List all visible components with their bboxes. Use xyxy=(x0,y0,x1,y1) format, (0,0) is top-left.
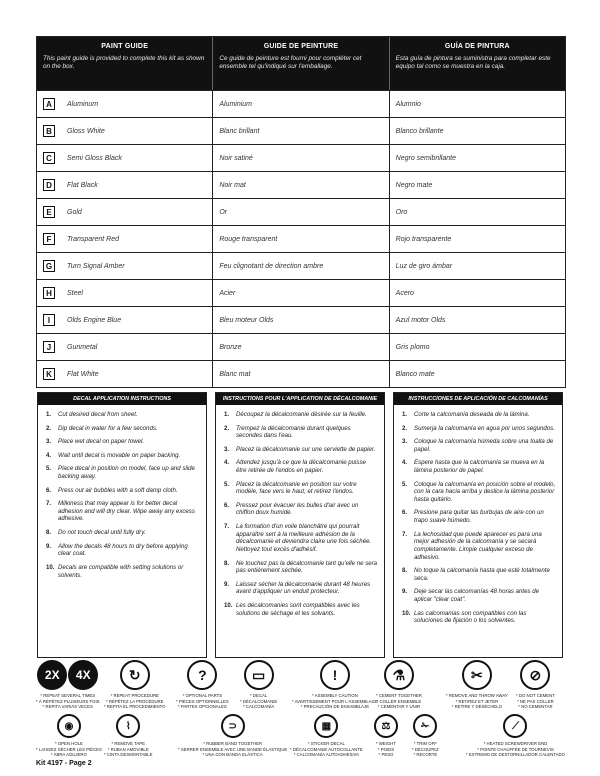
paint-row xyxy=(37,171,565,198)
rubber-band-together-icon: ⊃ xyxy=(221,714,245,738)
paint-cell-es xyxy=(390,280,565,306)
icon-caption-line: * DÉCALCOMANIE AUTOCOLLANTE xyxy=(290,746,363,752)
paint-cell-fr xyxy=(213,118,389,144)
step-number: 7. xyxy=(402,530,408,538)
icon-caption-line: * AVERTISSEMENT POUR L'ASSEMBLAGE xyxy=(292,698,378,704)
decal-instructions-title-es: INSTRUCCIONES DE APLICACIÓN DE CALCOMANÍAS xyxy=(394,393,562,405)
step-text: Coloque la calcomanía en posición sobre el modelo, con la cara hacia arriba y deslice la lámina posterior hasta quitarlo. xyxy=(414,480,556,503)
step-text: Allow the decals 48 hours to dry before applying clear coat. xyxy=(58,542,188,558)
paint-cell-en xyxy=(37,91,213,117)
icon-caption-line: * PIÈCES OPTIONNELLES xyxy=(176,698,229,704)
paint-letter: B xyxy=(43,125,55,137)
icon-caption-line: * DÉCALCOMANIE xyxy=(240,698,278,704)
icon-legend-item xyxy=(374,714,398,758)
paint-cell-fr xyxy=(213,199,389,225)
paint-row xyxy=(37,198,565,225)
paint-row xyxy=(37,225,565,252)
icon-caption-line: * PRECAUCIÓN DE ENSAMBLAJE xyxy=(300,704,370,710)
paint-cell-en xyxy=(37,226,213,252)
paint-row xyxy=(37,306,565,333)
paint-guide-header-fr xyxy=(213,37,389,90)
icon-caption-line: * REPEAT PROCEDURE xyxy=(110,693,159,698)
paint-name-fr: Acier xyxy=(219,289,236,297)
step-text: La lechosidad que puede aparecer es para una mejor adhesión de la calcomanía y se secará completamente. Limpie cualquier exceso de adhesivo. xyxy=(414,530,542,561)
assembly-caution-icon: ! xyxy=(320,660,350,690)
icon-caption-line: * DO NOT CEMENT xyxy=(516,693,555,698)
repeat-times-icon: 4X xyxy=(68,660,98,690)
step-number: 7. xyxy=(224,523,230,531)
remove-throw-away-icon: ✂ xyxy=(462,660,492,690)
decal-step xyxy=(46,564,200,579)
step-number: 5. xyxy=(402,480,408,488)
decal-step xyxy=(46,487,200,495)
paint-name-es: Luz de giro ámbar xyxy=(395,262,453,270)
paint-name-es: Gris plomo xyxy=(395,343,430,351)
paint-name-fr: Blanc brillant xyxy=(219,127,260,135)
paint-row xyxy=(37,144,565,171)
decal-step xyxy=(224,581,378,596)
step-text: Corte la calcomanía deseada de la lámina. xyxy=(414,411,530,418)
trim-off-icon: ✁ xyxy=(413,714,437,738)
icon-caption xyxy=(516,693,555,710)
step-number: 5. xyxy=(224,480,230,488)
paint-letter: J xyxy=(43,341,55,353)
decal-step xyxy=(46,425,200,433)
step-text: Decals are compatible with setting solutions or solvents. xyxy=(58,563,184,579)
icon-caption xyxy=(376,741,396,758)
paint-cell-en xyxy=(37,280,213,306)
step-text: Découpez la décalcomanie désirée sur la feuille. xyxy=(236,411,367,418)
step-number: 7. xyxy=(46,500,52,508)
icon-caption-line: * COLLER ENSEMBLE xyxy=(376,698,422,704)
icon-caption-line: * TRIM OFF xyxy=(413,741,437,746)
step-text: Ne touchez pas la décalcomanie tant qu'elle ne sera pas entièrement séchée. xyxy=(236,559,378,575)
icon-legend-item xyxy=(412,714,439,758)
step-number: 2. xyxy=(402,424,408,432)
icon-caption-line: * REMOVE AND THROW AWAY xyxy=(446,693,508,698)
step-number: 9. xyxy=(224,580,230,588)
step-text: Wait until decal is movable on paper backing. xyxy=(58,451,181,459)
icon-caption-line: * STICKER DECAL xyxy=(307,741,345,746)
step-text: Press out air bubbles with a soft damp cloth. xyxy=(58,486,178,494)
paint-cell-en xyxy=(37,145,213,171)
step-text: Espere hasta que la calcomanía se mueva en la lámina posterior de papel. xyxy=(414,459,545,475)
paint-letter: C xyxy=(43,152,55,164)
cement-together-icon: ⚗ xyxy=(384,660,414,690)
icon-caption xyxy=(290,741,363,758)
icon-legend-item xyxy=(516,660,555,710)
decal-step xyxy=(224,502,378,517)
paint-name-es: Negro mate xyxy=(395,181,433,189)
paint-row xyxy=(37,360,565,387)
repeat-times-icon: 2X xyxy=(37,660,67,690)
paint-name-fr: Noir mat xyxy=(219,181,246,189)
paint-name-en: Gold xyxy=(67,208,82,216)
step-text: Cut desired decal from sheet. xyxy=(58,411,138,418)
decal-steps-fr xyxy=(216,405,384,617)
icon-caption-line: * À RÉPÉTEZ PLUSIEURS FOIS xyxy=(36,698,100,704)
step-text: Presione para quitar las burbujas de aire con un trapo suave húmedo. xyxy=(414,509,544,525)
icon-caption-line: * DÉCOUPEZ xyxy=(412,746,439,752)
paint-name-fr: Noir satiné xyxy=(219,154,253,162)
decal-instructions-fr xyxy=(215,392,385,658)
icon-caption-line: * OPEN HOLE xyxy=(54,741,83,746)
paint-guide-header-es xyxy=(390,37,565,90)
paint-cell-fr xyxy=(213,226,389,252)
icon-caption-line: * RETIRE Y DESÉCHELO xyxy=(451,704,503,710)
paint-cell-es xyxy=(390,307,565,333)
step-text: Place wet decal on paper towel. xyxy=(58,438,145,446)
icon-legend-item xyxy=(36,660,100,710)
decal-step xyxy=(402,610,556,625)
icon-caption xyxy=(466,741,565,758)
paint-cell-en xyxy=(37,334,213,360)
icon-caption-line: * OPTIONAL PARTS xyxy=(182,693,223,698)
icon-caption-line: * PARTES OPCIONALES xyxy=(177,704,227,710)
paint-letter: F xyxy=(43,233,55,245)
icon-caption-line: * RÉPÉTEZ LA PROCÉDURE xyxy=(105,698,164,704)
paint-cell-es xyxy=(390,226,565,252)
decal-step xyxy=(224,523,378,553)
decal-step xyxy=(224,602,378,617)
decal-step xyxy=(224,481,378,496)
paint-cell-en xyxy=(37,172,213,198)
icon-caption-line: * REMOVE TAPE xyxy=(111,741,146,746)
icon-caption xyxy=(176,693,229,710)
paint-cell-es xyxy=(390,361,565,387)
decal-step xyxy=(402,459,556,474)
decal-step xyxy=(402,425,556,433)
paint-name-es: Rojo transparente xyxy=(395,235,452,243)
step-number: 8. xyxy=(224,559,230,567)
paint-cell-fr xyxy=(213,361,389,387)
step-text: Pressez pour évacuer les bulles d'air avec un chiffon doux humide. xyxy=(236,501,359,517)
step-text: Attendez jusqu'à ce que la décalcomanie puisse être retirée de l'endos en papier. xyxy=(236,459,366,475)
paint-row xyxy=(37,90,565,117)
paint-name-es: Alumnio xyxy=(395,100,421,108)
paint-guide-header xyxy=(37,37,565,90)
step-number: 10. xyxy=(402,609,411,617)
step-text: Do not touch decal until fully dry. xyxy=(58,529,146,537)
step-text: Milkiness that may appear is for better decal adhesion and will dry clear. Wipe away any excess adhesive. xyxy=(58,500,195,523)
paint-cell-en xyxy=(37,253,213,279)
step-number: 1. xyxy=(224,411,230,418)
page-footer: Kit 4197 - Page 2 xyxy=(36,760,92,767)
paint-name-fr: Bronze xyxy=(219,343,242,351)
step-number: 2. xyxy=(224,424,230,432)
decal-step xyxy=(224,459,378,474)
paint-guide-desc-en: This paint guide is provided to complete this kit as shown on the box. xyxy=(43,55,205,71)
decal-step xyxy=(46,529,200,537)
icon-caption-line: * ASSEMBLY CAUTION xyxy=(311,693,358,698)
heated-screwdriver-icon: ⟋ xyxy=(503,714,527,738)
decal-step xyxy=(224,560,378,575)
decal-step xyxy=(46,543,200,558)
icon-caption xyxy=(292,693,378,710)
paint-cell-es xyxy=(390,334,565,360)
icon-caption-line: * CALCOMANÍA xyxy=(242,704,275,710)
paint-cell-es xyxy=(390,118,565,144)
paint-name-en: Transparent Red xyxy=(67,235,120,243)
icon-legend-item xyxy=(446,660,508,710)
remove-tape-icon: ⌇ xyxy=(116,714,140,738)
paint-guide-desc-fr: Ce guide de peinture est fourni pour compléter cet ensemble tel qu'indiqué sur l'emballage. xyxy=(219,55,362,71)
icon-caption-line: * NO CEMENTAR xyxy=(518,704,553,710)
decal-instructions-en xyxy=(37,392,207,658)
paint-guide-header-en xyxy=(37,37,213,90)
icon-legend-item xyxy=(36,714,102,758)
decal-step xyxy=(402,481,556,504)
icon-legend-item xyxy=(290,714,363,758)
decal-instructions-title-fr: INSTRUCTIONS POUR L'APPLICATION DE DÉCALCOMANIE xyxy=(216,393,384,405)
paint-letter: D xyxy=(43,179,55,191)
icon-caption xyxy=(104,741,153,758)
step-text: Las calcomanías son compatibles con las soluciones de fijación o los solventes. xyxy=(414,609,527,625)
icon-caption-line: * REPEAT SEVERAL TIMES xyxy=(40,693,96,698)
paint-name-fr: Or xyxy=(219,208,228,216)
step-number: 1. xyxy=(402,411,408,418)
paint-cell-es xyxy=(390,172,565,198)
paint-cell-en xyxy=(37,361,213,387)
step-number: 6. xyxy=(46,486,52,494)
step-text: La formation d'un voile blanchâtre qui pourrait apparaître sert à la meilleure adhésion de la décalcomanie et deviendra claire une fois séchée. Nettoyez tout excès d'adhésif. xyxy=(236,523,372,553)
step-text: Sumerja la calcomanía en agua por unos segundos. xyxy=(414,424,555,432)
step-number: 1. xyxy=(46,411,52,418)
paint-name-en: Gunmetal xyxy=(67,343,98,351)
icon-caption xyxy=(178,741,287,758)
icon-caption-line: * POINTE CHAUFFÉE DE TOURNEVIS xyxy=(477,746,554,752)
decal-instructions-es xyxy=(393,392,563,658)
paint-name-en: Flat White xyxy=(67,370,99,378)
paint-name-es: Negro semibrillante xyxy=(395,154,456,162)
decal-step xyxy=(46,411,200,419)
paint-guide-table xyxy=(36,36,566,388)
paint-letter: A xyxy=(43,98,55,110)
icon-caption-line: * REPITA VARIAS VECES xyxy=(42,704,93,710)
paint-name-en: Flat Black xyxy=(67,181,98,189)
decal-step xyxy=(46,500,200,523)
icon-caption-line: * HEATED SCREWDRIVER END xyxy=(483,741,548,746)
decal-step xyxy=(402,438,556,453)
paint-name-es: Azul motor Olds xyxy=(395,316,446,324)
paint-letter: K xyxy=(43,368,55,380)
paint-name-es: Oro xyxy=(395,208,408,216)
step-number: 4. xyxy=(46,451,52,459)
step-number: 6. xyxy=(402,509,408,517)
decal-step xyxy=(402,567,556,582)
icon-legend-item xyxy=(104,714,153,758)
paint-name-en: Turn Signal Amber xyxy=(67,262,125,270)
step-text: Placez la décalcomanie en position sur votre modèle, face vers le haut, et retirez l'endos. xyxy=(236,480,357,496)
paint-row xyxy=(37,333,565,360)
decal-icon: ▭ xyxy=(244,660,274,690)
icon-caption-line: * ABRA AGUJERO xyxy=(51,752,87,758)
paint-guide-title-en: PAINT GUIDE xyxy=(101,43,149,50)
step-text: Trempez la décalcomanie durant quelques secondes dans l'eau. xyxy=(236,424,351,440)
paint-cell-es xyxy=(390,253,565,279)
paint-cell-fr xyxy=(213,91,389,117)
decal-step xyxy=(224,446,378,454)
sticker-decal-icon: ▦ xyxy=(314,714,338,738)
paint-cell-fr xyxy=(213,307,389,333)
paint-letter: G xyxy=(43,260,55,272)
step-text: Dip decal in water for a few seconds. xyxy=(58,424,158,432)
step-text: Coloque la calcomanía húmeda sobre una toalla de papel. xyxy=(414,438,554,453)
icon-caption xyxy=(446,693,508,710)
paint-name-fr: Feu clignotant de direction ambre xyxy=(219,262,324,270)
icon-caption-line: * CEMENT TOGETHER xyxy=(376,693,422,698)
icon-legend-item xyxy=(104,660,166,710)
paint-name-en: Olds Engine Blue xyxy=(67,316,122,324)
decal-step xyxy=(402,509,556,524)
paint-row xyxy=(37,117,565,144)
decal-step xyxy=(46,465,200,480)
icon-caption-line: * NE PAS COLLER xyxy=(517,698,554,704)
paint-cell-fr xyxy=(213,172,389,198)
paint-cell-en xyxy=(37,118,213,144)
icon-caption xyxy=(240,693,277,710)
decal-step xyxy=(402,531,556,561)
do-not-cement-icon: ⊘ xyxy=(520,660,550,690)
step-text: Les décalcomanies sont compatibles avec les solutions de séchage et les solvants. xyxy=(236,601,360,617)
icon-caption xyxy=(412,741,439,758)
decal-step xyxy=(224,425,378,440)
icon-legend-item xyxy=(176,660,229,710)
paint-cell-es xyxy=(390,145,565,171)
decal-steps-es xyxy=(394,405,562,625)
paint-name-es: Acero xyxy=(395,289,414,297)
paint-guide-desc-es: Esta guía de pintura se suministra para completar este equipo tal como se muestra en la caja. xyxy=(395,55,551,71)
decal-step xyxy=(46,452,200,460)
icon-caption-line: * RETIREZ ET JETER xyxy=(455,698,499,704)
paint-name-es: Blanco brillante xyxy=(395,127,444,135)
icon-legend-item xyxy=(376,660,422,710)
step-text: Laissez sécher la décalcomanie durant 48 heures avant d'appliquer un enduit protecteur. xyxy=(236,580,371,596)
paint-name-en: Steel xyxy=(67,289,83,297)
paint-cell-fr xyxy=(213,145,389,171)
icon-legend-item xyxy=(292,660,378,710)
paint-row xyxy=(37,252,565,279)
paint-guide-title-fr: GUIDE DE PEINTURE xyxy=(263,43,339,50)
icon-caption-line: * WEIGHT xyxy=(375,741,397,746)
icon-caption xyxy=(36,693,100,710)
paint-letter: E xyxy=(43,206,55,218)
icon-caption-line: * DECAL xyxy=(250,693,268,698)
decal-instructions-title-en: DECAL APPLICATION INSTRUCTIONS xyxy=(38,393,206,405)
decal-steps-en xyxy=(38,405,206,579)
paint-guide-rows xyxy=(37,90,565,387)
icon-caption xyxy=(376,693,422,710)
icon-caption-line: * RUBAN AMOVIBLE xyxy=(107,746,149,752)
paint-letter: H xyxy=(43,287,55,299)
paint-letter: I xyxy=(43,314,55,326)
icon-caption-line: * PESO xyxy=(378,752,394,758)
paint-cell-es xyxy=(390,199,565,225)
paint-name-es: Blanco mate xyxy=(395,370,435,378)
step-number: 9. xyxy=(46,542,52,550)
paint-row xyxy=(37,279,565,306)
icon-caption-line: * RECORTE xyxy=(413,752,438,758)
decal-step xyxy=(46,438,200,446)
step-number: 4. xyxy=(402,459,408,467)
paint-name-fr: Blanc mat xyxy=(219,370,251,378)
step-text: Place decal in position on model, face up and slide backing away. xyxy=(58,465,195,481)
step-number: 8. xyxy=(46,529,52,537)
decal-step xyxy=(402,411,556,419)
step-number: 2. xyxy=(46,424,52,432)
icon-caption xyxy=(104,693,166,710)
step-number: 3. xyxy=(402,438,408,446)
paint-cell-fr xyxy=(213,253,389,279)
icon-caption xyxy=(36,741,102,758)
decal-step xyxy=(402,588,556,603)
step-number: 3. xyxy=(46,438,52,446)
step-number: 9. xyxy=(402,588,408,596)
step-number: 5. xyxy=(46,465,52,473)
icon-caption-line: * POIDS xyxy=(377,746,395,752)
icon-legend-item xyxy=(466,714,565,758)
icon-caption-line: * LAISSEZ SÉCHER LES PIÈCES xyxy=(36,746,102,752)
open-hole-icon: ◉ xyxy=(57,714,81,738)
paint-name-fr: Bleu moteur Olds xyxy=(219,316,274,324)
icon-caption-line: * EXTREMO DE DESTORNILLADOR CALENTADO xyxy=(466,752,565,758)
icon-caption-line: * CEMENTAR Y UNIR xyxy=(377,704,421,710)
step-number: 10. xyxy=(46,563,55,571)
icon-caption-line: * RUBBER BAND TOGETHER xyxy=(203,741,263,746)
icon-legend-item xyxy=(240,660,277,710)
step-text: Deje secar las calcomanías 48 horas antes de aplicar "clear coat". xyxy=(414,588,539,603)
paint-cell-fr xyxy=(213,334,389,360)
paint-name-en: Semi Gloss Black xyxy=(67,154,122,162)
step-number: 4. xyxy=(224,459,230,467)
paint-cell-fr xyxy=(213,280,389,306)
icon-caption-line: * REPITA EL PROCEDIMIENTO xyxy=(104,704,166,710)
icon-caption-line: * SERRER ENSEMBLE AVEC UNE BANDE ÉLASTIQUE xyxy=(178,746,288,752)
paint-cell-en xyxy=(37,199,213,225)
step-text: No toque la calcomanía hasta que esté totalmente seca. xyxy=(414,567,550,582)
paint-cell-es xyxy=(390,91,565,117)
paint-name-fr: Aluminium xyxy=(219,100,253,108)
icon-caption-line: * CALCOMANÍA AUTOADHESIVA xyxy=(293,752,360,758)
step-text: Placez la décalcomanie sur une serviette de papier. xyxy=(236,445,376,453)
paint-guide-title-es: GUÍA DE PINTURA xyxy=(444,43,510,50)
paint-name-fr: Rouge transparent xyxy=(219,235,278,243)
optional-parts-icon: ? xyxy=(187,660,217,690)
step-number: 8. xyxy=(402,567,408,575)
paint-name-en: Gloss White xyxy=(67,127,105,135)
icon-caption-line: * CINTA DESMONTABLE xyxy=(104,752,153,758)
step-number: 6. xyxy=(224,501,230,509)
paint-name-en: Aluminum xyxy=(67,100,99,108)
step-number: 3. xyxy=(224,445,230,453)
paint-cell-en xyxy=(37,307,213,333)
icon-caption-line: * UNA CON BANDA ELÁSTICA xyxy=(202,752,263,758)
decal-step xyxy=(224,411,378,419)
repeat-procedure-icon: ↻ xyxy=(120,660,150,690)
icon-legend-item xyxy=(178,714,287,758)
weight-icon: ⚖ xyxy=(374,714,398,738)
step-number: 10. xyxy=(224,601,233,609)
